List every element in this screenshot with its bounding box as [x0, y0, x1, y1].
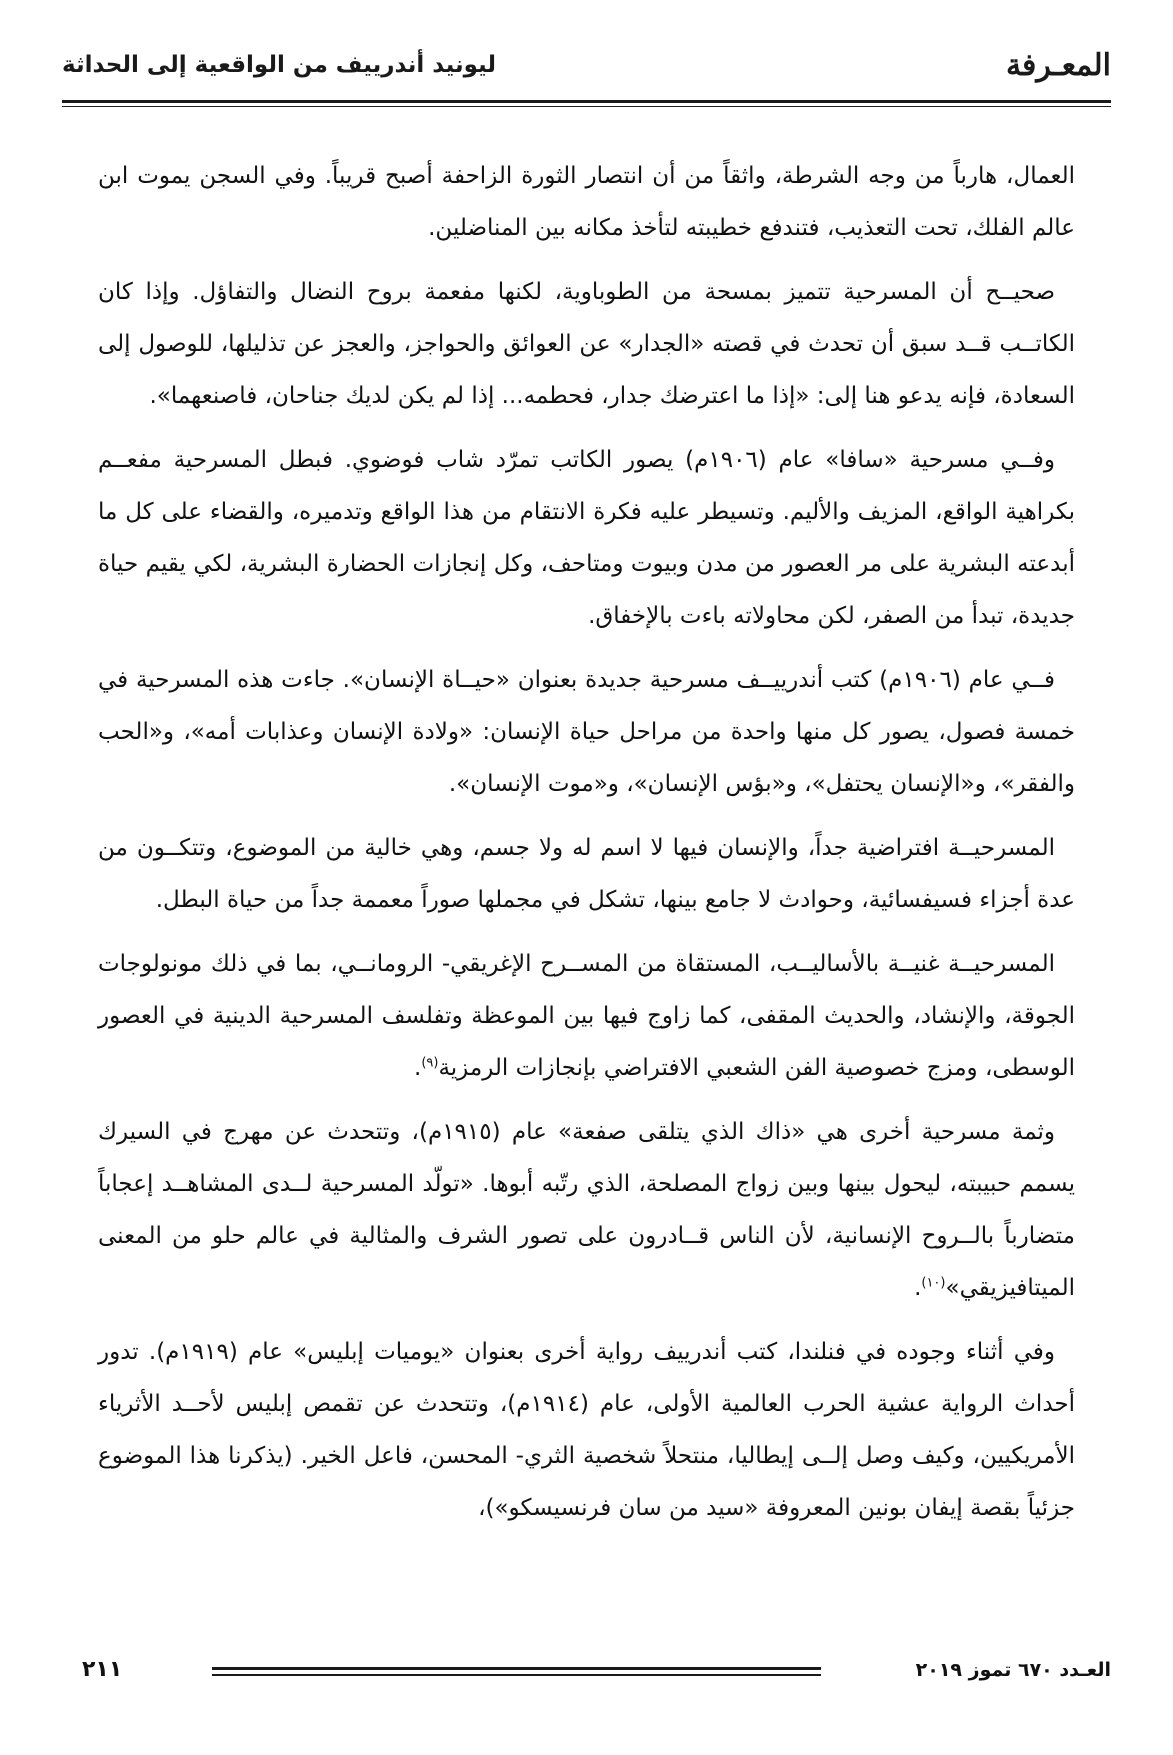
paragraph-2: صحيــح أن المسرحية تتميز بمسحة من الطوباوية، لكنها مفعمة بروح النضال والتفاؤل. وإذا كان الكاتــب قــد سبق أن تحدث في قصته «الجدار» عن العوائق والحواجز، والعجز عن تذليلها، للوصول إلى السعادة، فإنه يدعو هنا إلى: «إذا ما اعترضك جدار، فحطمه... إذا لم يكن لديك جناحان، فاصنعهما».	[98, 279, 1075, 409]
paragraph-1: العمال، هارباً من وجه الشرطة، واثقاً من أن انتصار الثورة الزاحفة أصبح قريباً. وفي السجن يموت ابن عالم الفلك، تحت التعذيب، فتندفع خطيبته لتأخذ مكانه بين المناضلين.	[98, 163, 1075, 241]
footer-rule	[212, 1667, 821, 1670]
paragraph-6: المسرحيــة غنيــة بالأساليــب، المستقاة من المســرح الإغريقي- الرومانــي، بما في ذلك مونولوجات الجوقة، والإنشاد، والحديث المقفى، كما زاوج فيها بين الموعظة وتفلسف المسرحية الدينية في العصور الوسطى، ومزج خصوصية الفن الشعبي الافتراضي بإنجازات الرمزية$^{(٩)}$.	[98, 951, 1075, 1081]
article-body	[98, 150, 1075, 1546]
paragraph-5: المسرحيــة افتراضية جداً، والإنسان فيها لا اسم له ولا جسم، وهي خالية من الموضوع، وتتكــون من عدة أجزاء فسيفسائية، وحوادث لا جامع بينها، تشكل في مجملها صوراً معممة جداً من حياة البطل.	[98, 835, 1075, 913]
paragraph-7: وثمة مسرحية أخرى هي «ذاك الذي يتلقى صفعة» عام (١٩١٥م)، وتتحدث عن مهرج في السيرك يسمم حبيبته، ليحول بينها وبين زواج المصلحة، الذي رتّبه أبوها. «تولّد المسرحية لــدى المشاهــد إعجاباً متضارباً بالــروح الإنسانية، لأن الناس قــادرون على تصور الشرف والمثالية في عالم حلو من المعنى الميتافيزيقي»$^{(١٠)}$.	[98, 1119, 1075, 1301]
page-footer	[62, 1655, 1111, 1695]
header-rule	[62, 100, 1111, 103]
paragraph-8: وفي أثناء وجوده في فنلندا، كتب أندرييف رواية أخرى بعنوان «يوميات إبليس» عام (١٩١٩م). تدور أحداث الرواية عشية الحرب العالمية الأولى، عام (١٩١٤م)، وتتحدث عن تقمص إبليس لأحــد الأثرياء الأمريكيين، وكيف وصل إلــى إيطاليا، منتحلاً شخصية الثري- المحسن، فاعل الخير. (يذكرنا هذا الموضوع جزئياً بقصة إيفان بونين المعروفة «سيد من سان فرنسيسكو»)،	[98, 1339, 1075, 1521]
footnote-ref-10[interactable]: (١٠)	[921, 1275, 946, 1291]
paragraph-3: وفــي مسرحية «سافا» عام (١٩٠٦م) يصور الكاتب تمرّد شاب فوضوي. فبطل المسرحية مفعــم بكراهية الواقع، المزيف والأليم. وتسيطر عليه فكرة الانتقام من هذا الواقع وتدميره، والقضاء على كل ما أبدعته البشرية على مر العصور من مدن وبيوت ومتاحف، وكل إنجازات الحضارة البشرية، لكي يقيم حياة جديدة، تبدأ من الصفر، لكن محاولاته باءت بالإخفاق.	[98, 447, 1075, 629]
paragraph-4: فــي عام (١٩٠٦م) كتب أندرييــف مسرحية جديدة بعنوان «حيــاة الإنسان». جاءت هذه المسرحية في خمسة فصول، يصور كل منها واحدة من مراحل حياة الإنسان: «ولادة الإنسان وعذابات أمه»، و«الحب والفقر»، و«الإنسان يحتفل»، و«بؤس الإنسان»، و«موت الإنسان».	[98, 667, 1075, 797]
issue-info: العـدد ٦٧٠ تموز ٢٠١٩	[915, 1659, 1111, 1681]
magazine-logo: المعـرفة	[1005, 48, 1111, 83]
running-title: ليونيد أندرييف من الواقعية إلى الحداثة	[62, 52, 497, 78]
footer-rule-thin	[212, 1674, 821, 1676]
header-rule-thin	[62, 106, 1111, 107]
footnote-ref-9[interactable]: (٩)	[421, 1055, 439, 1071]
page-header	[62, 46, 1111, 118]
page-number: ٢١١	[82, 1657, 123, 1682]
